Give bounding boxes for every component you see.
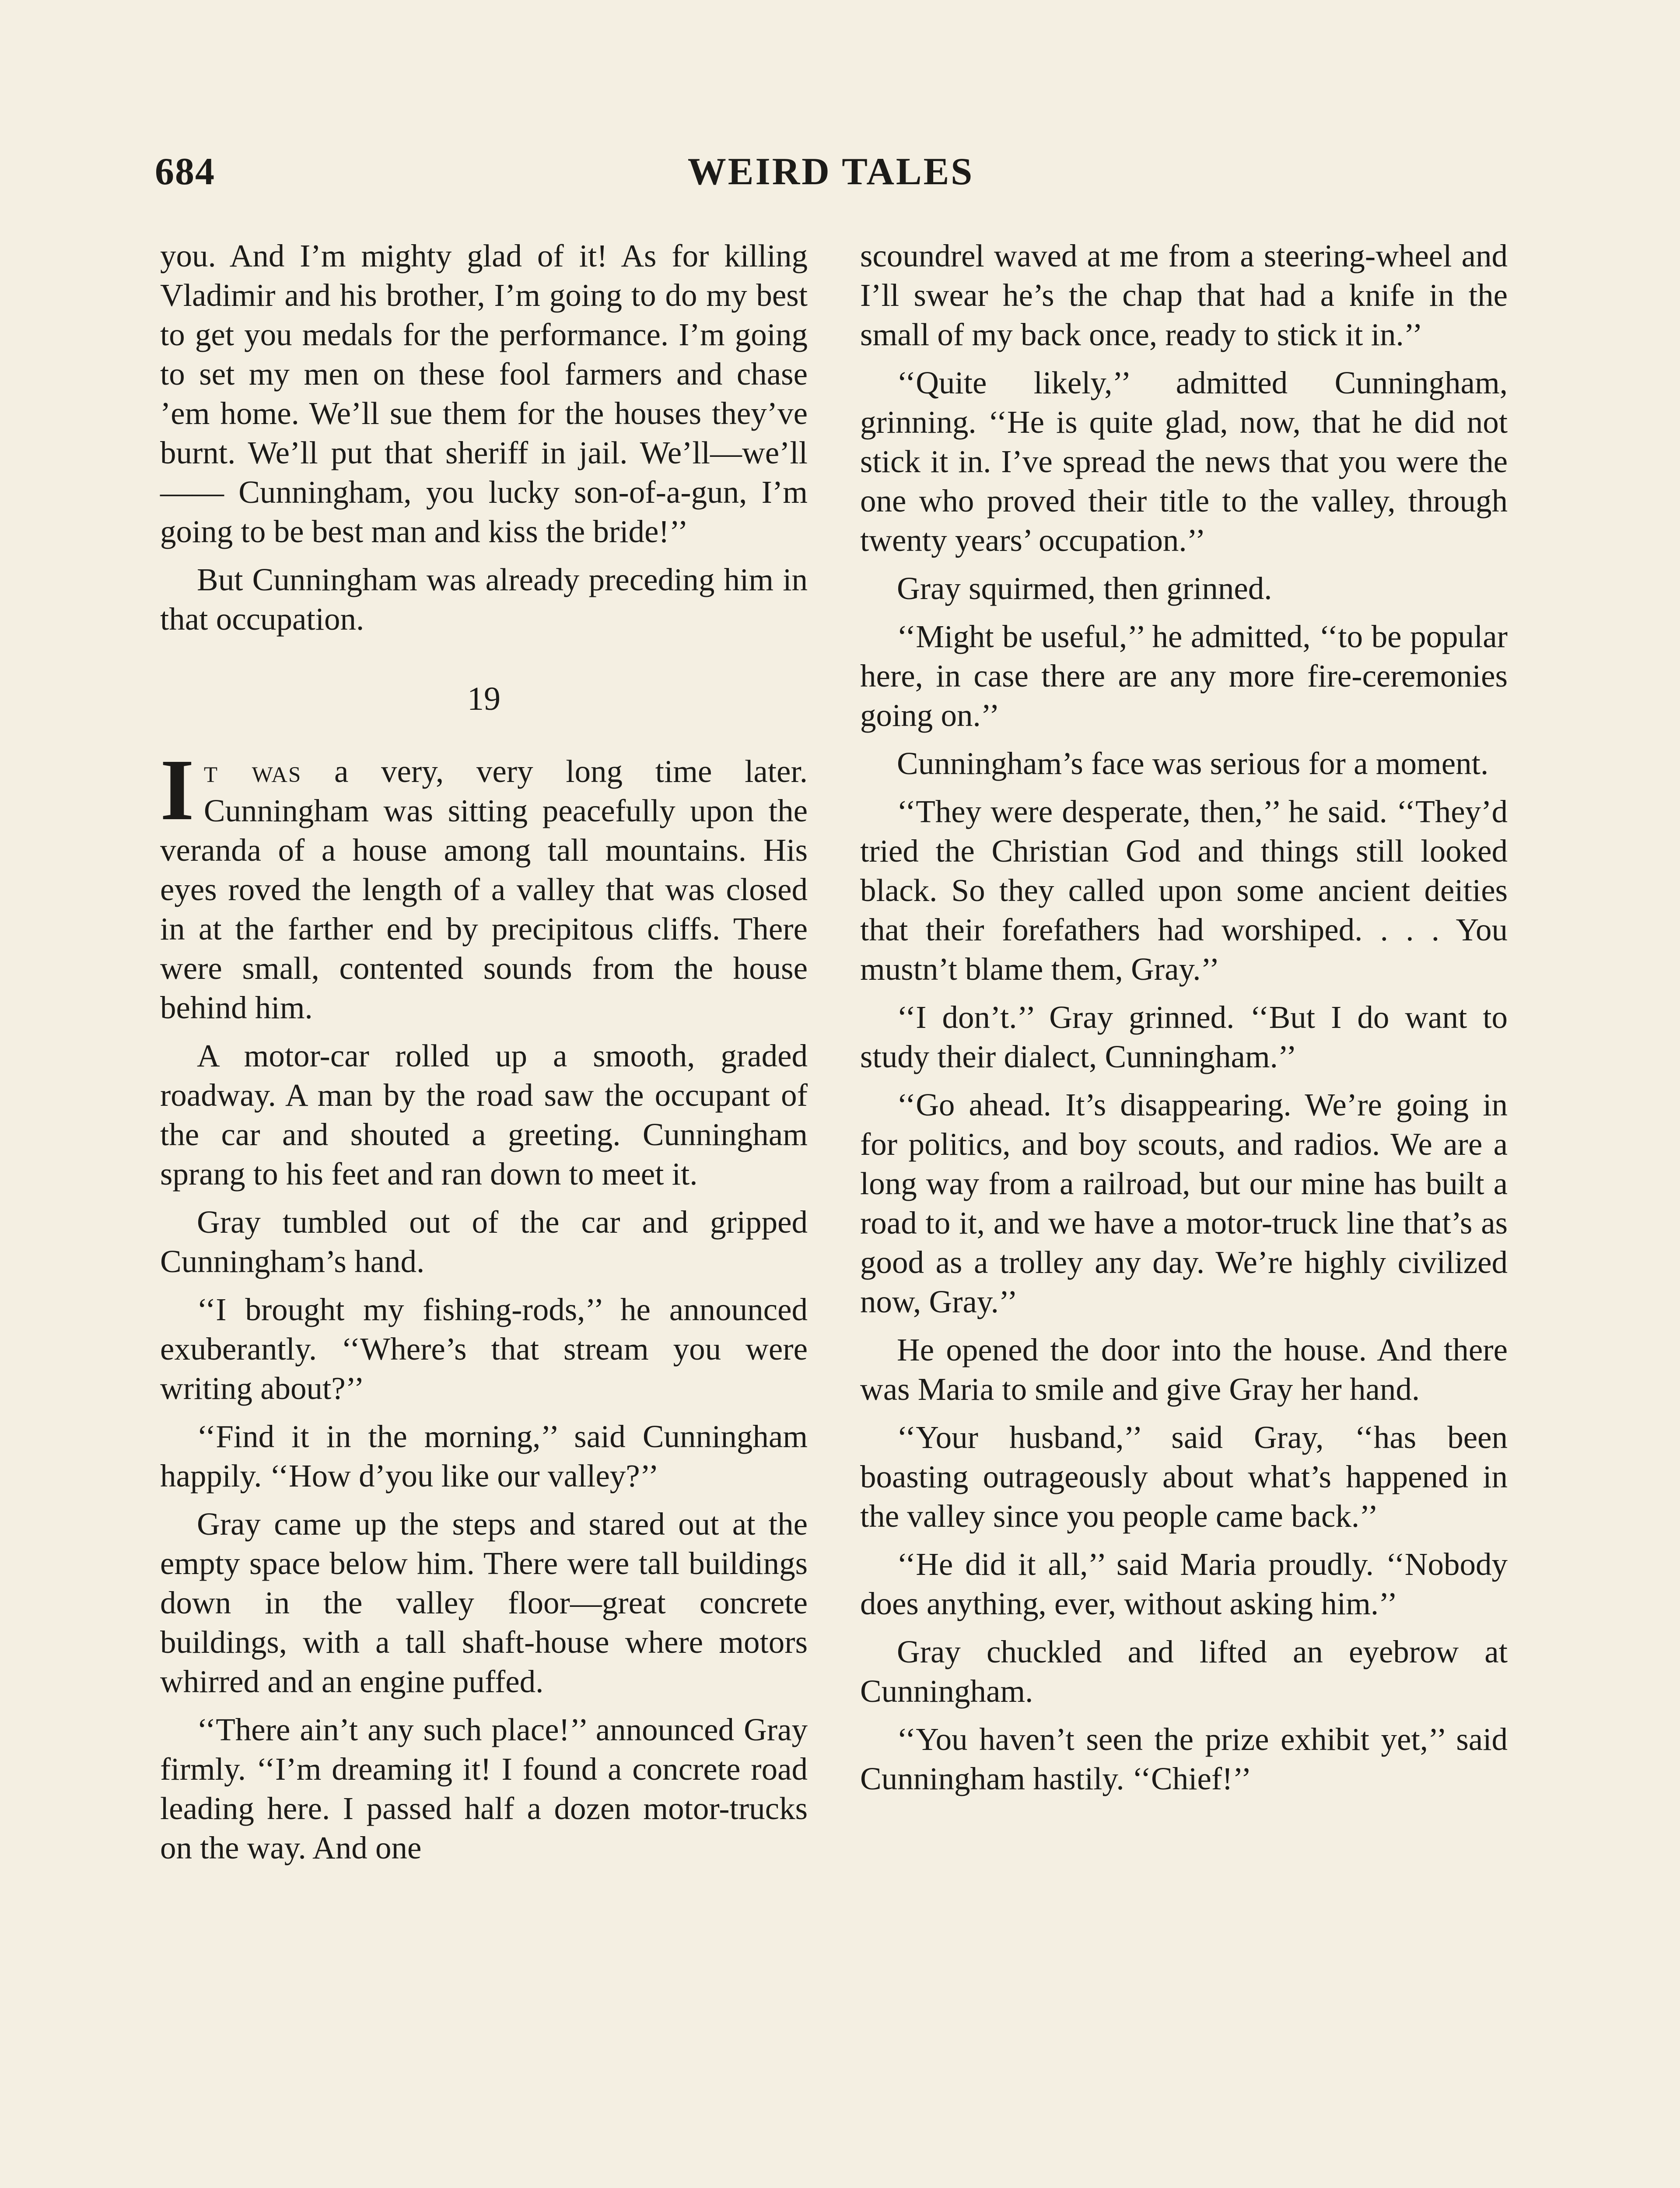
paragraph: Gray came up the steps and stared out at the empty space below him. There were tall buildings down in the valley floor—great concrete buildings, with a tall shaft-house where motors whirred and an engine puffed. (160, 1506, 808, 1699)
paragraph: ‘‘They were desperate, then,’’ he said. ‘‘They’d tried the Christian God and things still looked black. So they called upon some ancient deities that their forefathers had worshiped. . . . You mustn’t blame them, Gray.’’ (860, 794, 1508, 987)
left-column (160, 236, 808, 1876)
paragraph: ‘‘Your husband,’’ said Gray, ‘‘has been boasting outrageously about what’s happened in the valley since you people came back.’’ (860, 1420, 1508, 1534)
page-header (155, 150, 1507, 198)
paragraph: ‘‘Find it in the morning,’’ said Cunningham happily. ‘‘How d’you like our valley?’’ (160, 1419, 808, 1494)
right-column (860, 236, 1508, 1807)
paragraph: ‘‘He did it all,’’ said Maria proudly. ‘‘Nobody does anything, ever, without asking him.’’ (860, 1546, 1508, 1621)
paragraph: you. And I’m mighty glad of it! As for killing Vladimir and his brother, I’m going to do my best to get you medals for the performance. I’m going to set my men on these fool farmers and chase ’em home. We’ll sue them for the houses they’ve burnt. We’ll put that sheriff in jail. We’ll—we’ll—— Cunningham, you lucky son-of-a-gun, I’m going to be best man and kiss the bride!’’ (160, 238, 808, 549)
opening-smallcaps: t was (203, 754, 302, 789)
drop-cap: I (160, 742, 194, 838)
paragraph: ‘‘Might be useful,’’ he admitted, ‘‘to be popular here, in case there are any more fire-ceremonies going on.’’ (860, 619, 1508, 733)
paragraph: But Cunningham was already preceding him in that occupation. (160, 562, 808, 637)
paragraph: A motor-car rolled up a smooth, graded roadway. A man by the road saw the occupant of the car and shouted a greeting. Cunningham sprang to his feet and ran down to meet it. (160, 1038, 808, 1192)
paragraph: ‘‘Go ahead. It’s disappearing. We’re going in for politics, and boy scouts, and radios. We are a long way from a railroad, but our mine has built a road to it, and we have a motor-truck line that’s as good as a trolley any day. We’re highly civilized now, Gray.’’ (860, 1087, 1508, 1319)
section-number: 19 (467, 680, 500, 717)
paragraph: Gray chuckled and lifted an eyebrow at Cunningham. (860, 1634, 1508, 1709)
paragraph: ‘‘I brought my fishing-rods,’’ he announced exuberantly. ‘‘Where’s that stream you were writing about?’’ (160, 1292, 808, 1406)
paragraph: Gray tumbled out of the car and gripped Cunningham’s hand. (160, 1204, 808, 1279)
opening-paragraph (160, 742, 808, 1027)
paragraph: He opened the door into the house. And there was Maria to smile and give Gray her hand. (860, 1332, 1508, 1407)
paragraph: Cunningham’s face was serious for a moment. (897, 746, 1489, 781)
paragraph: scoundrel waved at me from a steering-wheel and I’ll swear he’s the chap that had a knife in the small of my back once, ready to stick it in.’’ (860, 238, 1508, 352)
running-head: WEIRD TALES (687, 151, 974, 193)
page-number: 684 (155, 151, 215, 193)
paragraph: ‘‘You haven’t seen the prize exhibit yet,’’ said Cunningham hastily. ‘‘Chief!’’ (860, 1722, 1508, 1796)
opening-text: a very, very long time later. Cunningham was sitting peacefully upon the veranda of a house among tall mountains. His eyes roved the length of a valley that was closed in at the farther end by precipitous cliffs. There were small, contented sounds from the house behind him. (160, 754, 808, 1025)
paragraph: ‘‘Quite likely,’’ admitted Cunningham, grinning. ‘‘He is quite glad, now, that he did not stick it in. I’ve spread the news that you were the one who proved their title to the valley, through twenty years’ occupation.’’ (860, 365, 1508, 558)
paragraph: Gray squirmed, then grinned. (897, 571, 1272, 606)
paragraph: ‘‘There ain’t any such place!’’ announced Gray firmly. ‘‘I’m dreaming it! I found a concrete road leading here. I passed half a dozen motor-trucks on the way. And one (160, 1712, 808, 1865)
paragraph: ‘‘I don’t.’’ Gray grinned. ‘‘But I do want to study their dialect, Cunningham.’’ (860, 999, 1508, 1074)
